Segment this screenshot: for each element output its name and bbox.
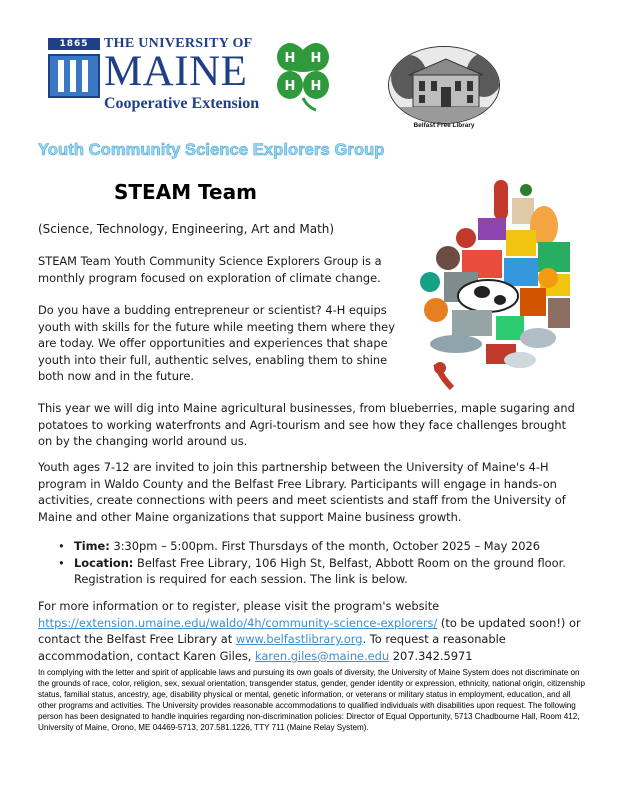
contact-paragraph [38,598,586,664]
location-item [58,555,588,588]
program-website-link[interactable]: https://extension.umaine.edu/waldo/4h/community-science-explorers/ [38,615,438,630]
contact-text-1: For more information or to register, please visit the program's website [38,599,440,613]
svg-text:H: H [310,79,322,94]
location-label: Location: [74,555,134,570]
contact-text-3: . To request a reasonable accommodation, contact Karen Giles, [38,632,506,663]
location-value: Belfast Free Library, 106 High St, Belfast, Abbott Room on the ground floor. Registration is required for each session. The link is below. [74,555,566,586]
extension-name: Cooperative Extension [104,95,260,112]
founding-year: 1865 [48,38,100,50]
time-label: Time: [74,539,110,553]
phone-number: 207.342.5971 [389,648,473,663]
umaine-logo [48,36,264,112]
entrepreneur-paragraph: Do you have a budding entrepreneur or scientist? 4-H equips youth with skills for the future while meeting them where they are today. We offer opportunities and experiences that shape youth into their full, authentic selves, enabling them to shine both now and in the future. [38,303,395,383]
intro-paragraph: STEAM Team Youth Community Science Explorers Group is a monthly program focused on exploration of climate change. [38,254,382,285]
time-value: 3:30pm – 5:00pm. First Thursdays of the month, October 2025 – May 2026 [113,539,540,553]
svg-text:H: H [284,79,296,94]
svg-text:H: H [284,51,296,66]
details-list [58,538,588,588]
invite-paragraph: Youth ages 7-12 are invited to join this partnership between the University of Maine's 4-H program in Waldo County and the Belfast Free Library. Participants will engage in hands-on activities, create connections with peers and meet scientists and staff from the University of Maine and other Maine organizations that support Maine business growth. [38,460,566,524]
subtitle: (Science, Technology, Engineering, Art and Math) [38,222,335,236]
time-item [58,538,588,555]
page-title: STEAM Team [114,180,257,204]
library-caption: Belfast Free Library [413,122,475,129]
university-line: THE UNIVERSITY OF [104,36,253,51]
group-title: Youth Community Science Explorers Group [38,141,385,159]
four-leaf-clover-icon [268,38,338,112]
contact-text-2: (to be updated soon!) or contact the Belfast Free Library at [38,615,581,646]
library-building-image [388,46,500,124]
university-name: MAINE [104,48,248,95]
maine-food-collage-image [416,178,586,392]
svg-text:H: H [310,51,322,66]
library-logo [388,46,500,134]
dig-paragraph: This year we will dig into Maine agricultural businesses, from blueberries, maple sugaring and potatoes to working waterfronts and Agri-tourism and see how they face challenges brought on by the changing world around us. [38,401,575,448]
email-link[interactable]: karen.giles@maine.edu [255,648,390,663]
nondiscrimination-statement: In complying with the letter and spirit of applicable laws and pursuing its own goals of diversity, the University of Maine System does not discriminate on the grounds of race, color, religion, sex, sexual orientation, transgender status, gender, gender identity or expression, ethnicity, national origin, citizenship status, familial status, ancestry, age, disability physical or mental, genetic information, or veterans or military status in employment, education, and all other programs and activities. The University provides reasonable accommodations to qualified individuals with disabilities upon request. The following person has been designated to handle inquiries regarding non-discrimination policies: Director of Equal Opportunity, 5713 Chadbourne Hall, Room 412, University of Maine, Orono, ME 04469-5713, 207.581.1226, TTY 711 (Maine Relay System). [38,668,585,732]
umaine-mark-icon [48,54,100,98]
library-website-link[interactable]: www.belfastlibrary.org [235,632,363,646]
